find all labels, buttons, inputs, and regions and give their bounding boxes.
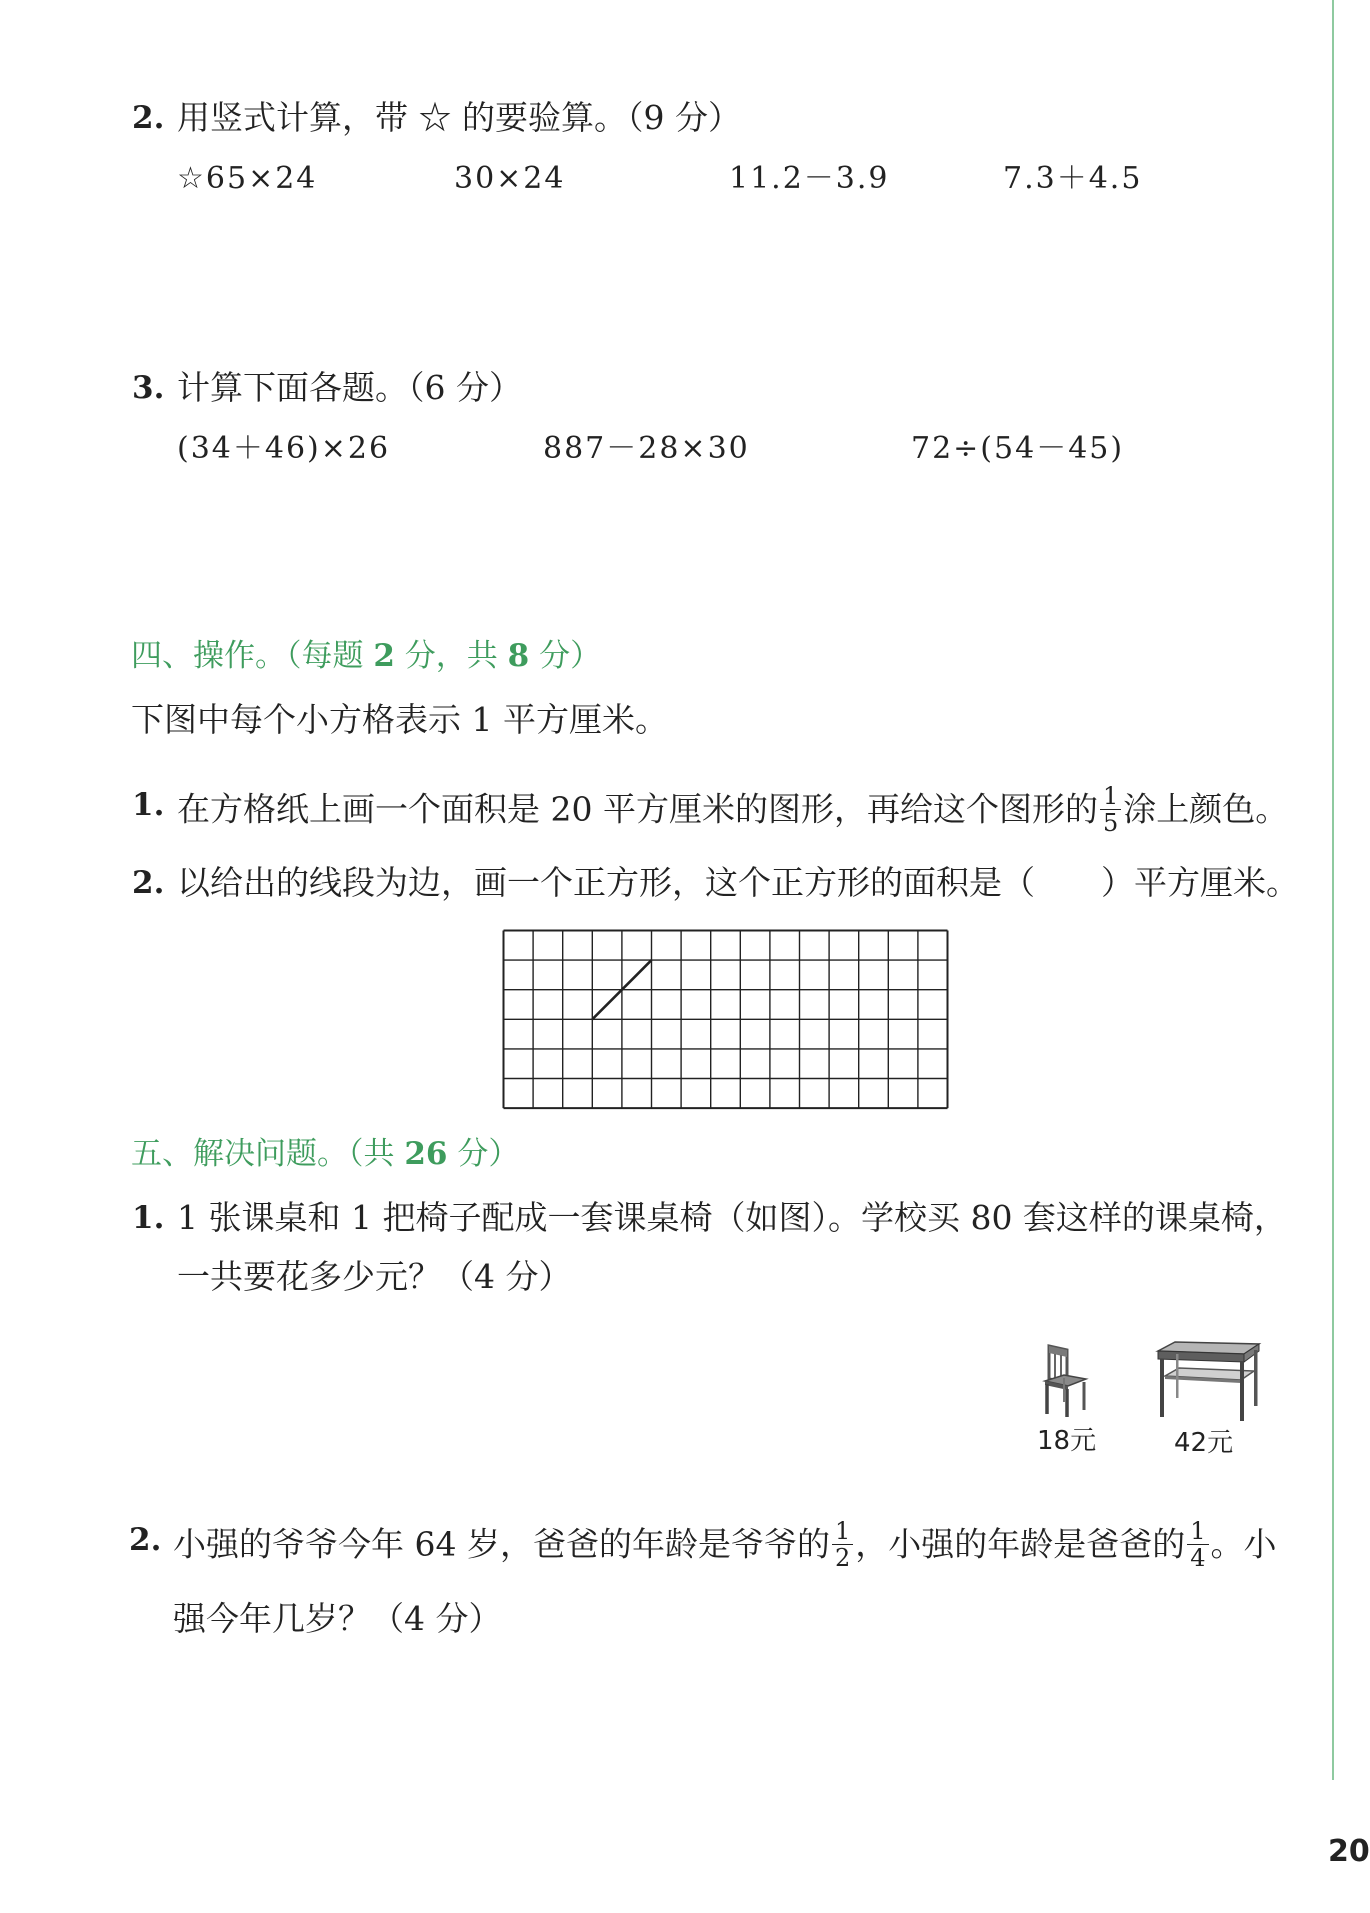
problem-expression: 7.3＋4.5: [1003, 161, 1143, 196]
question-text-part: 。小: [1210, 1524, 1277, 1564]
heading-text: 分）: [447, 1136, 520, 1172]
desk-price-label: 42元: [1174, 1428, 1234, 1458]
fraction-numerator: 1: [1187, 1518, 1208, 1545]
heading-score: 26: [404, 1136, 448, 1172]
fraction-denominator: 5: [1102, 809, 1119, 837]
problem-expression: ☆65×24: [177, 161, 318, 196]
fraction-one-fifth: [1100, 783, 1121, 836]
question-text: [177, 782, 1289, 838]
section-heading-problem-solving: [131, 1134, 519, 1174]
problem-expression: (34＋46)×26: [177, 431, 391, 466]
chair-image: [1037, 1342, 1095, 1418]
question-text-part: 小强的爷爷今年 64 岁，爸爸的年龄是爷爷的: [173, 1524, 830, 1564]
heading-score: 2: [373, 638, 395, 674]
fraction-numerator: 1: [1100, 783, 1121, 810]
question-text: 一共要花多少元？（4 分）: [177, 1257, 572, 1296]
question-number: 2.: [132, 100, 165, 136]
question-number: 3.: [132, 370, 165, 406]
question-number: 2.: [129, 1522, 162, 1558]
problem-expression: 72÷(54－45): [911, 431, 1125, 466]
question-prompt: 计算下面各题。（6 分）: [177, 368, 522, 407]
question-text: [173, 1517, 1277, 1573]
question-prompt: 用竖式计算，带 ☆ 的要验算。（9 分）: [177, 98, 741, 137]
heading-text: 五、解决问题。（共: [131, 1136, 405, 1172]
page-number: 20: [1328, 1834, 1370, 1869]
question-text: 1 张课桌和 1 把椅子配成一套课桌椅（如图）。学校买 80 套这样的课桌椅，: [177, 1198, 1287, 1237]
question-text: 以给出的线段为边，画一个正方形，这个正方形的面积是（ ）平方厘米。: [177, 863, 1299, 902]
problem-expression: 30×24: [454, 161, 566, 196]
question-text-part: 涂上颜色。: [1123, 789, 1289, 829]
heading-text: 四、操作。（每题: [131, 638, 374, 674]
square-grid-paper: [502, 929, 949, 1109]
problem-expression: 887－28×30: [543, 431, 750, 466]
fraction-denominator: 4: [1190, 1544, 1206, 1572]
chair-price-label: 18元: [1037, 1426, 1097, 1456]
fraction-numerator: 1: [832, 1518, 853, 1545]
section-intro: 下图中每个小方格表示 1 平方厘米。: [131, 700, 668, 739]
question-number: 1.: [132, 787, 165, 823]
question-text-part: ，小强的年龄是爸爸的: [855, 1524, 1186, 1564]
question-number: 1.: [132, 1200, 165, 1236]
heading-text: 分，共: [394, 638, 508, 674]
page-number-container: [1326, 1832, 1370, 1874]
fraction-denominator: 2: [834, 1544, 851, 1572]
question-text: 强今年几岁？（4 分）: [173, 1599, 502, 1638]
fraction-one-quarter: [1187, 1518, 1208, 1571]
heading-score: 8: [507, 638, 530, 674]
heading-text: 分）: [529, 638, 602, 674]
question-text-part: 在方格纸上画一个面积是 20 平方厘米的图形，再给这个图形的: [177, 789, 1098, 829]
page-edge-green-line: [1332, 0, 1334, 1780]
question-number: 2.: [132, 865, 165, 901]
section-heading-operation: [131, 636, 601, 676]
fraction-one-half: [832, 1518, 853, 1571]
desk-image: [1155, 1340, 1261, 1422]
problem-expression: 11.2－3.9: [729, 161, 890, 196]
